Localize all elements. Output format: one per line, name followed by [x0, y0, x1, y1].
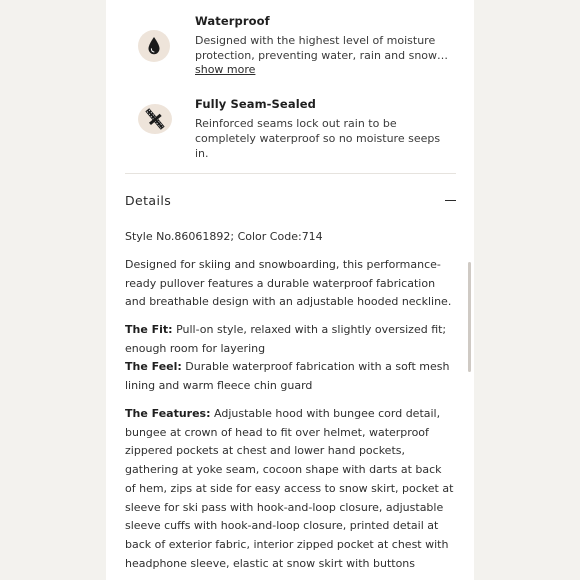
features-label: The Features: [125, 407, 211, 420]
feature-description: Designed with the highest level of moisture protection, preventing water, rain and snow [195, 34, 438, 62]
fit-paragraph [125, 321, 455, 358]
details-title: Details [125, 193, 172, 208]
feature-description: Reinforced seams lock out rain to be completely waterproof so no moisture seeps in. [195, 117, 441, 160]
scrollbar-thumb[interactable] [468, 262, 471, 372]
feel-text: Durable waterproof fabrication with a soft mesh lining and warm fleece chin guard [125, 360, 450, 393]
feature-title: Fully Seam-Sealed [195, 97, 316, 111]
features-text: Adjustable hood with bungee cord detail, bungee at crown of head to fit over helmet, waterproof zippered pockets at chest and lower hand pockets, gathering at yoke seam, cocoon shape with darts at back of hem, zips at side for easy access to snow skirt, pocket at sleeve for ski pass with hook-and-loop closure, adjustable sleeve cuffs with hook-and-loop closure, printed detail at back of exterior fabric, interior zipped pocket at chest with headphone sleeve, elastic at snow skirt with buttons [125, 407, 454, 570]
fit-label: The Fit: [125, 323, 173, 336]
color-label: Color Code: [237, 230, 302, 243]
minus-icon[interactable] [445, 200, 456, 201]
water-drop-icon [138, 30, 170, 62]
details-accordion-header[interactable] [125, 187, 456, 215]
seam-tape-icon [138, 104, 172, 134]
feel-label: The Feel: [125, 360, 182, 374]
fit-text: Pull-on style, relaxed with a slightly oversized fit; enough room for layering [125, 323, 447, 355]
feature-title: Waterproof [195, 14, 270, 28]
show-more-link[interactable]: show more [195, 63, 256, 76]
style-label: Style No. [125, 230, 175, 243]
section-divider [125, 173, 456, 174]
style-info: Style No.86061892; Color Code:714 [125, 230, 323, 243]
style-number: 86061892 [174, 230, 231, 243]
fit-feel-block [125, 321, 455, 396]
product-description: Designed for skiing and snowboarding, this performance-ready pullover features a durable waterproof fabrication and breathable design with an adjustable hooded neckline. [125, 258, 452, 309]
feel-paragraph [125, 358, 455, 395]
product-details-panel [106, 0, 474, 580]
color-code: 714 [301, 230, 323, 243]
features-paragraph [125, 405, 455, 573]
